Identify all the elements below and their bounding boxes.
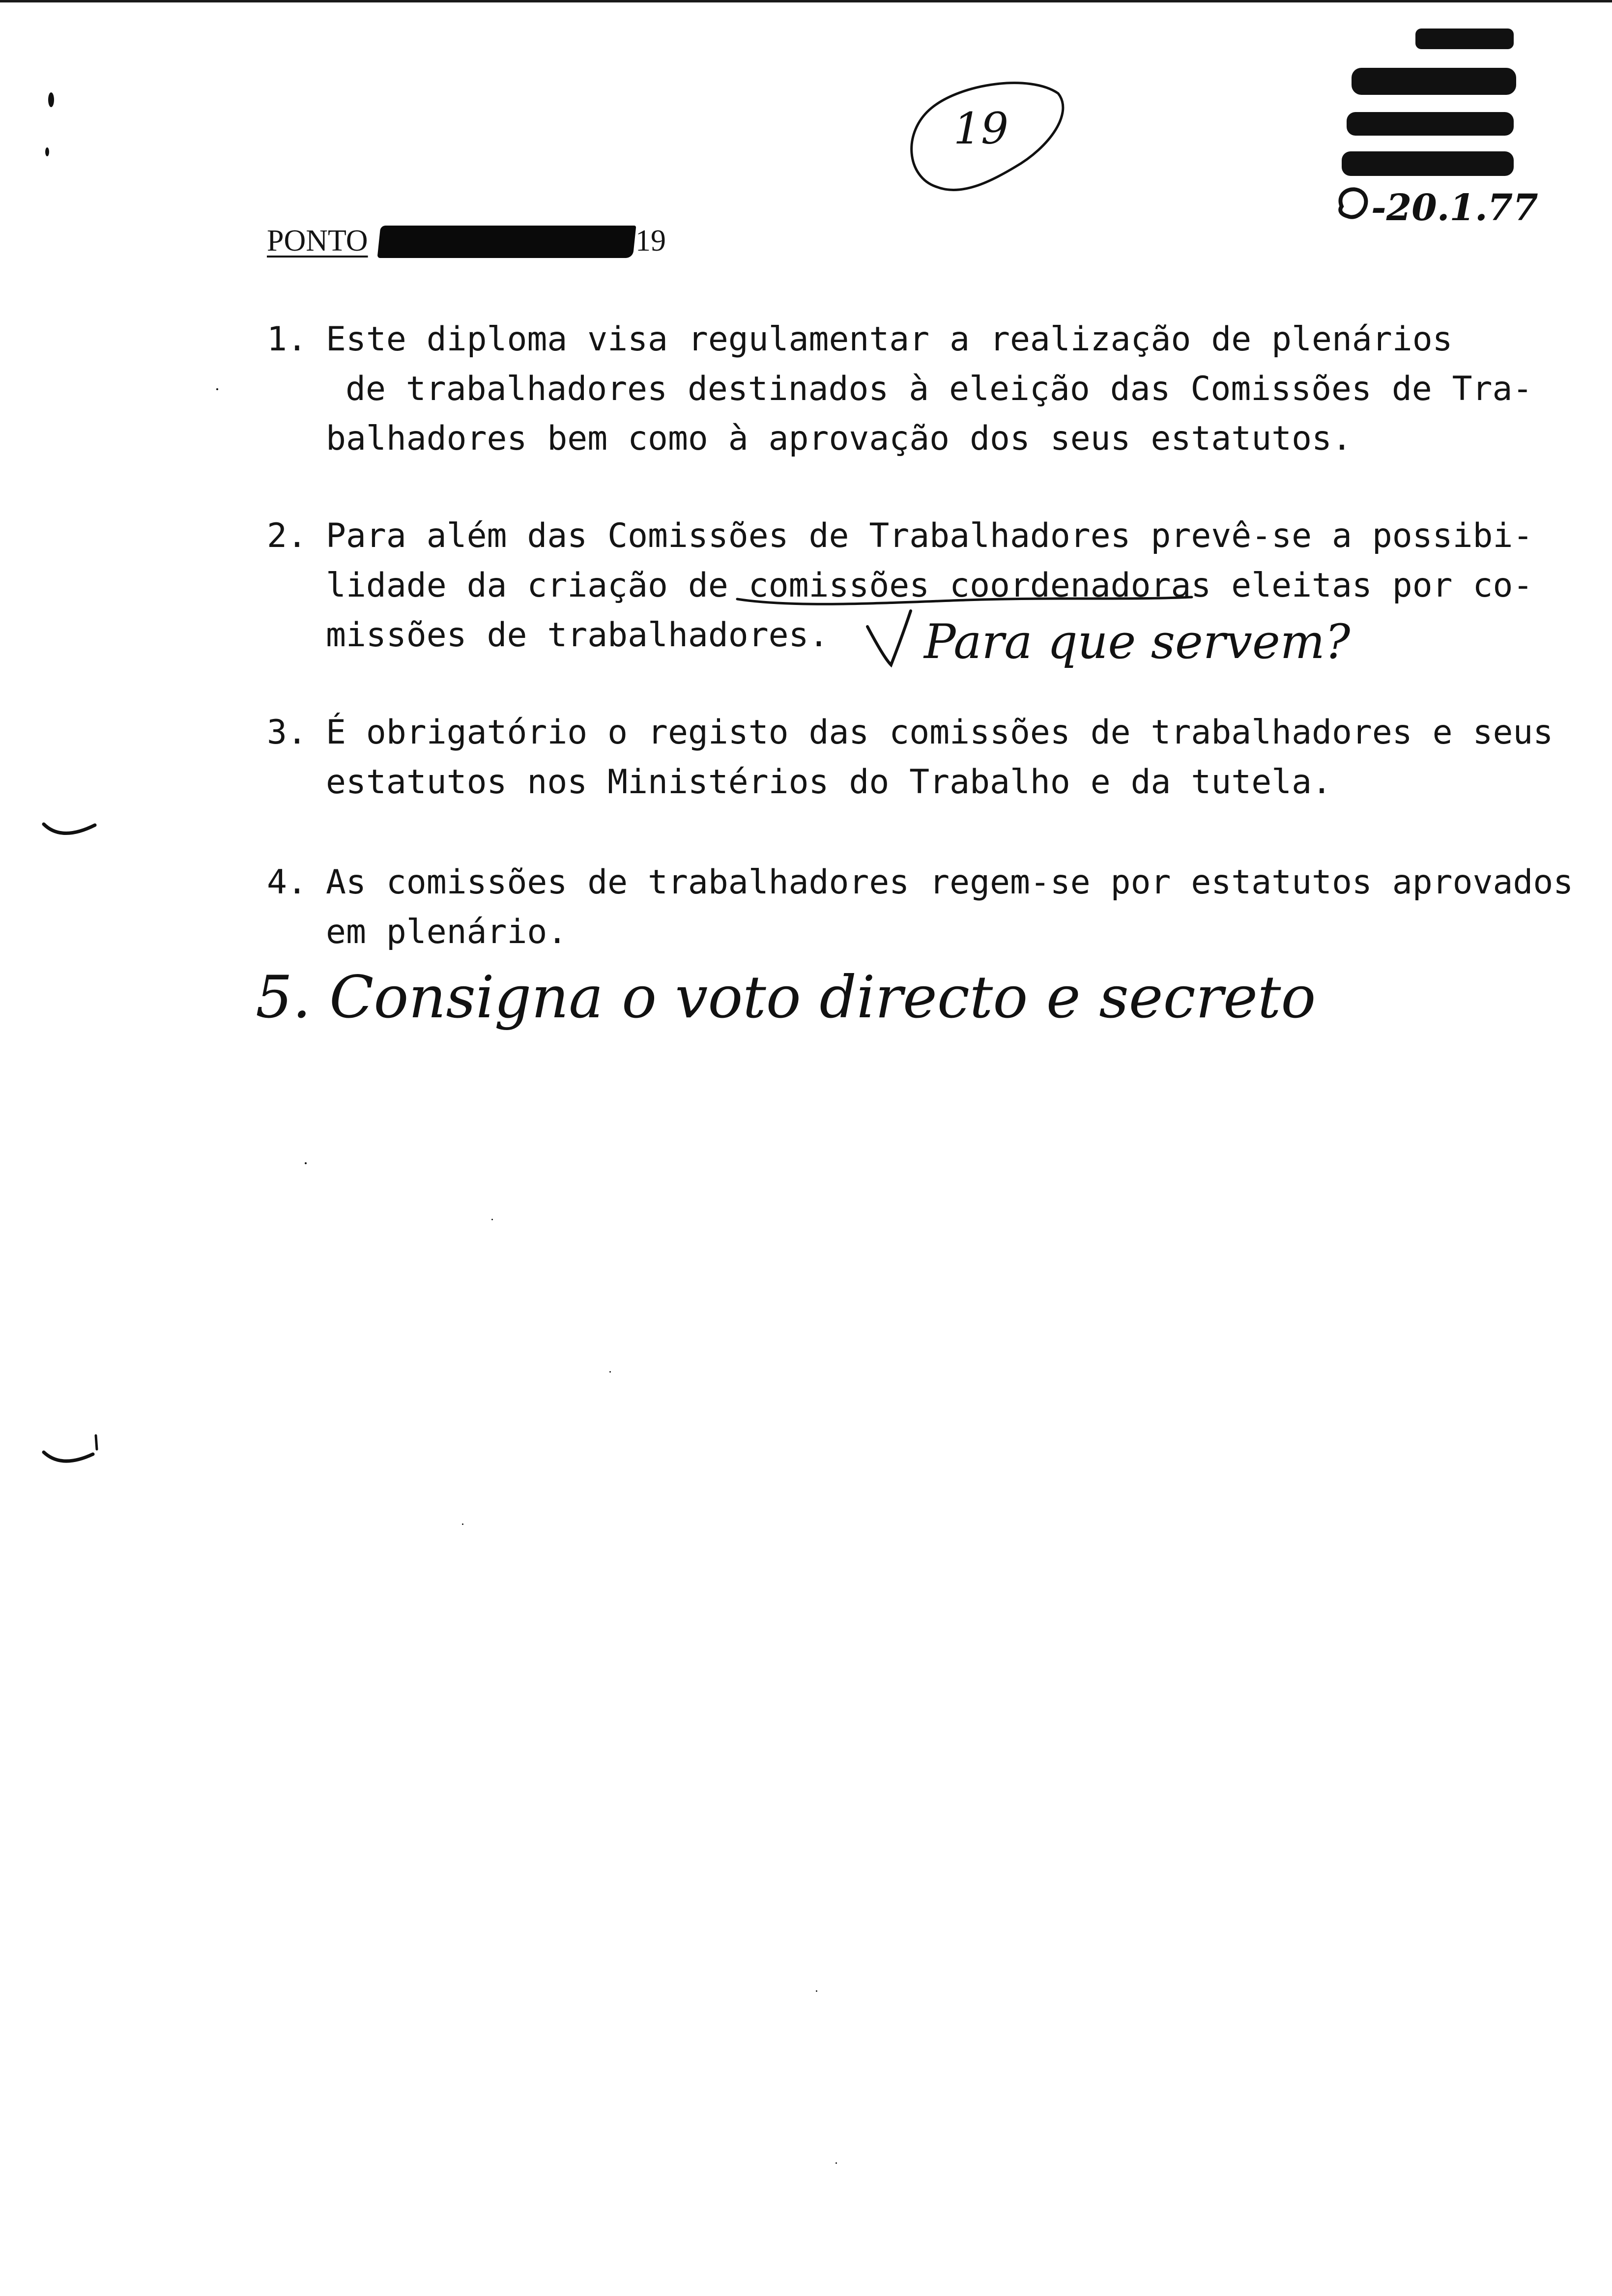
item-line: As comissões de trabalhadores regem-se por estatutos aprovados [326,863,1574,902]
scan-speck [305,1162,307,1164]
item-line: em plenário. [326,913,568,951]
margin-tick-mark [42,818,98,848]
scan-speck [462,1523,463,1525]
handwritten-underline [735,592,1197,612]
list-item [267,858,1574,966]
item-line: lidade da criação de comissões coordenadoras eleitas por co- [326,566,1533,605]
item-line: de trabalhadores destinados à eleição das Comissões de Tra- [345,370,1533,408]
redaction-bar [377,226,636,258]
item-number: 2. [267,517,307,555]
handwritten-item: 5. Consigna o voto directo e secreto [256,963,1316,1031]
circled-number-text: 19 [953,103,1008,154]
handwritten-annotation: Para que servem? [924,614,1351,669]
item-line: Para além das Comissões de Trabalhadores prevê-se a possibi- [326,517,1533,555]
item-line: É obrigatório o registo das comissões de trabalhadores e seus [326,713,1554,752]
margin-mark [48,92,54,107]
scan-speck [835,2162,837,2164]
list-item [267,708,1554,816]
circled-page-number [902,74,1069,203]
margin-tick-mark [42,1433,101,1472]
handwritten-arrow-icon [863,607,917,671]
item-line: balhadores bem como à aprovação dos seus estatutos. [326,419,1352,458]
margin-mark [45,147,49,156]
item-line: Este diploma visa regulamentar a realização de plenários [326,320,1453,359]
item-line: estatutos nos Ministérios do Trabalho e da tutela. [326,763,1332,802]
item-line: missões de trabalhadores. [326,616,829,655]
list-item [267,315,1554,472]
reference-number: -20.1.77 [1371,187,1538,229]
scan-speck [216,388,218,390]
item-number: 3. [267,713,307,752]
item-number: 4. [267,863,307,902]
ponto-label: PONTO [267,224,368,258]
item-number: 1. [267,320,307,359]
scan-speck [816,1990,817,1992]
ponto-number: 19 [635,224,666,258]
page-top-border [0,0,1612,2]
scan-speck [609,1371,611,1373]
scan-speck [491,1219,493,1220]
